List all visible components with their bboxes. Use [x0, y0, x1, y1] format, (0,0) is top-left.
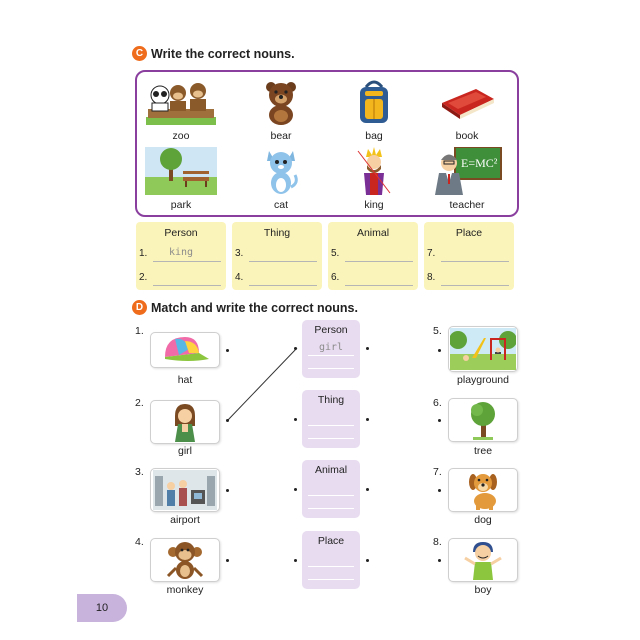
picture-label: zoo: [172, 130, 190, 142]
monkey-icon: [164, 540, 206, 580]
match-dot[interactable]: [226, 489, 229, 492]
card-monkey: [150, 538, 220, 582]
answer-line[interactable]: [308, 495, 354, 496]
match-dot[interactable]: [438, 489, 441, 492]
row-number: 7.: [427, 248, 436, 259]
card-label: girl: [177, 445, 192, 457]
section-d-badge: D: [132, 300, 147, 315]
card-label: airport: [170, 514, 200, 526]
picture-label: park: [170, 199, 192, 211]
match-dot[interactable]: [294, 418, 297, 421]
category-answer: girl: [318, 342, 344, 353]
answer-line[interactable]: [308, 355, 354, 356]
girl-icon: [165, 402, 205, 442]
match-dot[interactable]: [438, 349, 441, 352]
row-number: 8.: [427, 272, 436, 283]
picture-label: bag: [365, 130, 383, 142]
answer-line[interactable]: [308, 425, 354, 426]
page-number: 10: [77, 594, 127, 622]
row-number: 3.: [235, 248, 244, 259]
match-dot[interactable]: [366, 418, 369, 421]
match-dot[interactable]: [438, 419, 441, 422]
card-label: tree: [473, 445, 493, 457]
category-heading: Animal: [314, 464, 348, 476]
answer-line[interactable]: [308, 368, 354, 369]
answer-line[interactable]: [308, 508, 354, 509]
card-airport: [150, 468, 220, 512]
match-dot[interactable]: [366, 347, 369, 350]
card-girl: [150, 400, 220, 444]
section-d-instruction: Match and write the correct nouns.: [151, 300, 358, 315]
match-dot[interactable]: [438, 559, 441, 562]
card-playground: [448, 326, 518, 372]
column-heading: Animal: [356, 227, 390, 239]
row-number: 5.: [331, 248, 340, 259]
svg-text:E=MC²: E=MC²: [461, 156, 498, 170]
card-label: hat: [177, 374, 193, 386]
playground-icon: [450, 328, 516, 370]
row-number: 6.: [331, 272, 340, 283]
category-person: [302, 320, 360, 378]
match-dot[interactable]: [226, 349, 229, 352]
card-tree: [448, 398, 518, 442]
match-dot[interactable]: [294, 559, 297, 562]
column-heading: Person: [164, 227, 198, 239]
item-number: 5.: [433, 325, 442, 337]
answer-line[interactable]: [308, 579, 354, 580]
answer-text: king: [169, 247, 194, 258]
section-c-badge: C: [132, 46, 147, 61]
row-number: 1.: [139, 248, 148, 259]
section-c-instruction: Write the correct nouns.: [151, 46, 295, 61]
dog-icon: [463, 470, 503, 510]
category-heading: Thing: [317, 394, 345, 406]
card-dog: [448, 468, 518, 512]
picture-label: book: [455, 130, 479, 142]
column-heading: Place: [455, 227, 483, 239]
item-number: 6.: [433, 397, 442, 409]
item-number: 3.: [135, 466, 144, 478]
match-dot[interactable]: [366, 488, 369, 491]
match-dot[interactable]: [226, 559, 229, 562]
item-number: 8.: [433, 536, 442, 548]
category-thing: [302, 390, 360, 448]
row-number: 2.: [139, 272, 148, 283]
card-label: playground: [457, 374, 509, 386]
tree-icon: [465, 400, 501, 440]
card-hat: [150, 332, 220, 368]
match-dot[interactable]: [294, 488, 297, 491]
cap-icon: [159, 335, 211, 365]
item-number: 4.: [135, 536, 144, 548]
match-dot[interactable]: [226, 419, 229, 422]
card-label: monkey: [166, 584, 204, 596]
card-label: dog: [474, 514, 492, 526]
card-boy: [448, 538, 518, 582]
picture-label: cat: [273, 199, 288, 211]
card-label: boy: [474, 584, 492, 596]
airport-icon: [153, 470, 217, 510]
category-heading: Place: [317, 535, 345, 547]
picture-label: king: [364, 199, 384, 211]
category-place: [302, 531, 360, 589]
match-dot[interactable]: [366, 559, 369, 562]
item-number: 7.: [433, 466, 442, 478]
row-number: 4.: [235, 272, 244, 283]
item-number: 2.: [135, 397, 144, 409]
item-number: 1.: [135, 325, 144, 337]
category-heading: Person: [314, 324, 348, 336]
category-animal: [302, 460, 360, 518]
match-dot[interactable]: [294, 347, 297, 350]
answer-line[interactable]: [308, 566, 354, 567]
picture-label: bear: [270, 130, 292, 142]
column-heading: Thing: [263, 227, 291, 239]
answer-line[interactable]: [308, 438, 354, 439]
picture-label: teacher: [449, 199, 485, 211]
boy-icon: [461, 540, 505, 580]
